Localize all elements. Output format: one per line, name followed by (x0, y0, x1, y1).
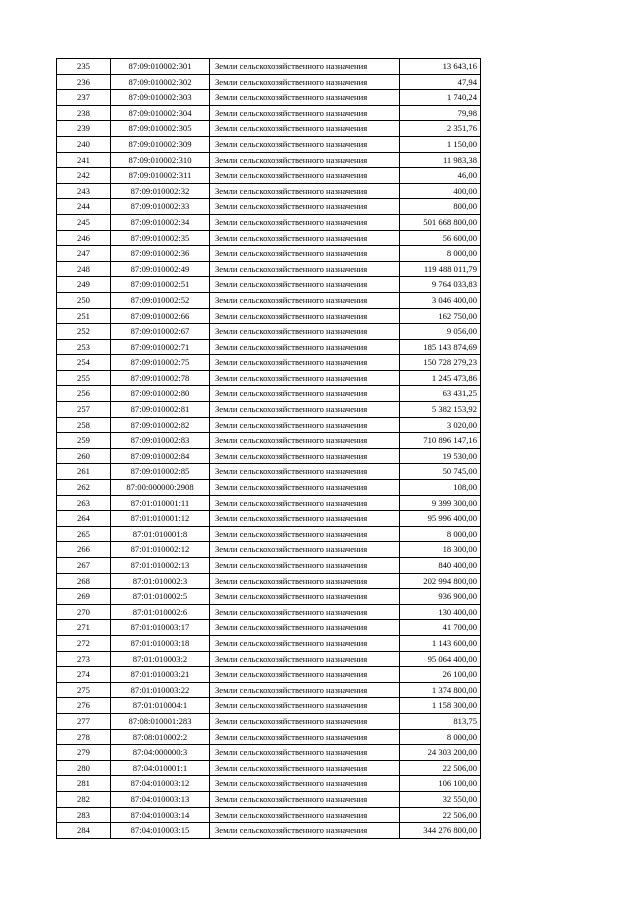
cadastral-number-cell: 87:09:010002:311 (111, 168, 210, 184)
table-row (57, 324, 481, 340)
table-row (57, 402, 481, 418)
row-number-cell: 262 (57, 480, 111, 496)
cadastral-value-cell: 2 351,76 (400, 121, 481, 137)
row-number-cell: 271 (57, 620, 111, 636)
row-number-cell: 248 (57, 261, 111, 277)
cadastral-value-cell: 9 056,00 (400, 324, 481, 340)
land-category-cell: Земли сельскохозяйственного назначения (210, 713, 400, 729)
cadastral-number-cell: 87:09:010002:301 (111, 59, 210, 75)
row-number-cell: 235 (57, 59, 111, 75)
table-row (57, 386, 481, 402)
row-number-cell: 277 (57, 713, 111, 729)
cadastral-number-cell: 87:01:010002:3 (111, 573, 210, 589)
cadastral-number-cell: 87:09:010002:310 (111, 152, 210, 168)
cadastral-value-cell: 3 020,00 (400, 417, 481, 433)
land-category-cell: Земли сельскохозяйственного назначения (210, 495, 400, 511)
table-row (57, 776, 481, 792)
row-number-cell: 237 (57, 90, 111, 106)
cadastral-value-cell: 936 900,00 (400, 589, 481, 605)
cadastral-number-cell: 87:01:010003:17 (111, 620, 210, 636)
land-category-cell: Земли сельскохозяйственного назначения (210, 199, 400, 215)
cadastral-number-cell: 87:01:010004:1 (111, 698, 210, 714)
cadastral-value-cell: 3 046 400,00 (400, 292, 481, 308)
cadastral-number-cell: 87:09:010002:84 (111, 448, 210, 464)
land-category-cell: Земли сельскохозяйственного назначения (210, 480, 400, 496)
land-category-cell: Земли сельскохозяйственного назначения (210, 807, 400, 823)
table-row (57, 74, 481, 90)
cadastral-number-cell: 87:00:000000:2908 (111, 480, 210, 496)
row-number-cell: 270 (57, 604, 111, 620)
table-row (57, 542, 481, 558)
row-number-cell: 249 (57, 277, 111, 293)
cadastral-value-cell: 813,75 (400, 713, 481, 729)
cadastral-value-cell: 162 750,00 (400, 308, 481, 324)
row-number-cell: 269 (57, 589, 111, 605)
cadastral-number-cell: 87:09:010002:71 (111, 339, 210, 355)
cadastral-value-table (56, 58, 481, 839)
cadastral-number-cell: 87:01:010003:21 (111, 667, 210, 683)
row-number-cell: 242 (57, 168, 111, 184)
land-category-cell: Земли сельскохозяйственного назначения (210, 464, 400, 480)
row-number-cell: 265 (57, 526, 111, 542)
cadastral-number-cell: 87:09:010002:34 (111, 214, 210, 230)
land-category-cell: Земли сельскохозяйственного назначения (210, 589, 400, 605)
land-category-cell: Земли сельскохозяйственного назначения (210, 370, 400, 386)
row-number-cell: 238 (57, 105, 111, 121)
table-row (57, 277, 481, 293)
cadastral-number-cell: 87:09:010002:52 (111, 292, 210, 308)
cadastral-number-cell: 87:04:010003:12 (111, 776, 210, 792)
cadastral-number-cell: 87:01:010001:8 (111, 526, 210, 542)
table-row (57, 713, 481, 729)
cadastral-value-cell: 50 745,00 (400, 464, 481, 480)
table-row (57, 558, 481, 574)
row-number-cell: 241 (57, 152, 111, 168)
cadastral-number-cell: 87:09:010002:305 (111, 121, 210, 137)
row-number-cell: 251 (57, 308, 111, 324)
row-number-cell: 279 (57, 745, 111, 761)
cadastral-number-cell: 87:09:010002:51 (111, 277, 210, 293)
row-number-cell: 272 (57, 635, 111, 651)
row-number-cell: 264 (57, 511, 111, 527)
cadastral-value-cell: 22 506,00 (400, 807, 481, 823)
table-row (57, 136, 481, 152)
cadastral-value-cell: 8 000,00 (400, 526, 481, 542)
cadastral-number-cell: 87:01:010001:12 (111, 511, 210, 527)
land-category-cell: Земли сельскохозяйственного назначения (210, 651, 400, 667)
table-row (57, 682, 481, 698)
row-number-cell: 284 (57, 823, 111, 839)
land-category-cell: Земли сельскохозяйственного назначения (210, 542, 400, 558)
land-category-cell: Земли сельскохозяйственного назначения (210, 558, 400, 574)
row-number-cell: 244 (57, 199, 111, 215)
table-row (57, 292, 481, 308)
cadastral-value-cell: 8 000,00 (400, 729, 481, 745)
cadastral-value-cell: 108,00 (400, 480, 481, 496)
cadastral-value-cell: 150 728 279,23 (400, 355, 481, 371)
table-row (57, 480, 481, 496)
cadastral-number-cell: 87:08:010001:283 (111, 713, 210, 729)
row-number-cell: 256 (57, 386, 111, 402)
cadastral-value-cell: 400,00 (400, 183, 481, 199)
table-body (57, 59, 481, 839)
cadastral-number-cell: 87:09:010002:33 (111, 199, 210, 215)
land-category-cell: Земли сельскохозяйственного назначения (210, 121, 400, 137)
cadastral-number-cell: 87:01:010002:5 (111, 589, 210, 605)
cadastral-number-cell: 87:09:010002:81 (111, 402, 210, 418)
row-number-cell: 263 (57, 495, 111, 511)
table-row (57, 121, 481, 137)
table-row (57, 261, 481, 277)
cadastral-value-cell: 13 643,16 (400, 59, 481, 75)
cadastral-value-cell: 106 100,00 (400, 776, 481, 792)
table-row (57, 620, 481, 636)
cadastral-value-cell: 119 488 011,79 (400, 261, 481, 277)
row-number-cell: 283 (57, 807, 111, 823)
cadastral-number-cell: 87:09:010002:83 (111, 433, 210, 449)
row-number-cell: 254 (57, 355, 111, 371)
land-category-cell: Земли сельскохозяйственного назначения (210, 277, 400, 293)
cadastral-number-cell: 87:09:010002:49 (111, 261, 210, 277)
row-number-cell: 239 (57, 121, 111, 137)
row-number-cell: 261 (57, 464, 111, 480)
table-row (57, 214, 481, 230)
cadastral-number-cell: 87:09:010002:304 (111, 105, 210, 121)
row-number-cell: 252 (57, 324, 111, 340)
table-row (57, 417, 481, 433)
land-category-cell: Земли сельскохозяйственного назначения (210, 760, 400, 776)
table-row (57, 90, 481, 106)
cadastral-value-cell: 1 143 600,00 (400, 635, 481, 651)
cadastral-value-cell: 185 143 874,69 (400, 339, 481, 355)
cadastral-value-cell: 79,98 (400, 105, 481, 121)
land-category-cell: Земли сельскохозяйственного назначения (210, 823, 400, 839)
land-category-cell: Земли сельскохозяйственного назначения (210, 59, 400, 75)
cadastral-number-cell: 87:09:010002:35 (111, 230, 210, 246)
cadastral-number-cell: 87:01:010003:2 (111, 651, 210, 667)
table-row (57, 59, 481, 75)
cadastral-number-cell: 87:09:010002:309 (111, 136, 210, 152)
land-category-cell: Земли сельскохозяйственного назначения (210, 214, 400, 230)
row-number-cell: 250 (57, 292, 111, 308)
row-number-cell: 258 (57, 417, 111, 433)
land-category-cell: Земли сельскохозяйственного назначения (210, 573, 400, 589)
cadastral-value-cell: 19 530,00 (400, 448, 481, 464)
cadastral-value-cell: 202 994 800,00 (400, 573, 481, 589)
table-row (57, 183, 481, 199)
cadastral-number-cell: 87:04:010003:14 (111, 807, 210, 823)
land-category-cell: Земли сельскохозяйственного назначения (210, 745, 400, 761)
table-row (57, 511, 481, 527)
cadastral-number-cell: 87:01:010003:18 (111, 635, 210, 651)
table-row (57, 199, 481, 215)
land-category-cell: Земли сельскохозяйственного назначения (210, 667, 400, 683)
table-row (57, 339, 481, 355)
cadastral-number-cell: 87:09:010002:302 (111, 74, 210, 90)
cadastral-number-cell: 87:04:000000:3 (111, 745, 210, 761)
cadastral-number-cell: 87:01:010001:11 (111, 495, 210, 511)
table-row (57, 589, 481, 605)
table-row (57, 495, 481, 511)
table-row (57, 823, 481, 839)
land-category-cell: Земли сельскохозяйственного назначения (210, 308, 400, 324)
land-category-cell: Земли сельскохозяйственного назначения (210, 433, 400, 449)
table-row (57, 448, 481, 464)
cadastral-value-cell: 11 983,38 (400, 152, 481, 168)
cadastral-value-cell: 501 668 800,00 (400, 214, 481, 230)
cadastral-value-cell: 26 100,00 (400, 667, 481, 683)
table-row (57, 635, 481, 651)
cadastral-value-cell: 47,94 (400, 74, 481, 90)
land-category-cell: Земли сельскохозяйственного назначения (210, 448, 400, 464)
cadastral-number-cell: 87:09:010002:67 (111, 324, 210, 340)
land-category-cell: Земли сельскохозяйственного назначения (210, 168, 400, 184)
cadastral-value-cell: 24 303 200,00 (400, 745, 481, 761)
row-number-cell: 257 (57, 402, 111, 418)
land-category-cell: Земли сельскохозяйственного назначения (210, 183, 400, 199)
table-row (57, 308, 481, 324)
cadastral-number-cell: 87:09:010002:32 (111, 183, 210, 199)
land-category-cell: Земли сельскохозяйственного назначения (210, 230, 400, 246)
table-row (57, 168, 481, 184)
land-category-cell: Земли сельскохозяйственного назначения (210, 635, 400, 651)
table-row (57, 698, 481, 714)
land-category-cell: Земли сельскохозяйственного назначения (210, 339, 400, 355)
table-row (57, 573, 481, 589)
table-row (57, 152, 481, 168)
table-row (57, 807, 481, 823)
cadastral-number-cell: 87:09:010002:36 (111, 246, 210, 262)
cadastral-number-cell: 87:04:010001:1 (111, 760, 210, 776)
row-number-cell: 236 (57, 74, 111, 90)
table-row (57, 667, 481, 683)
cadastral-number-cell: 87:08:010002:2 (111, 729, 210, 745)
cadastral-number-cell: 87:09:010002:82 (111, 417, 210, 433)
table-row (57, 604, 481, 620)
cadastral-value-cell: 1 740,24 (400, 90, 481, 106)
cadastral-value-cell: 710 896 147,16 (400, 433, 481, 449)
cadastral-value-cell: 344 276 800,00 (400, 823, 481, 839)
land-category-cell: Земли сельскохозяйственного назначения (210, 324, 400, 340)
cadastral-value-cell: 800,00 (400, 199, 481, 215)
table-row (57, 355, 481, 371)
row-number-cell: 255 (57, 370, 111, 386)
land-category-cell: Земли сельскохозяйственного назначения (210, 105, 400, 121)
cadastral-value-cell: 9 764 033,83 (400, 277, 481, 293)
cadastral-number-cell: 87:09:010002:303 (111, 90, 210, 106)
cadastral-number-cell: 87:04:010003:13 (111, 791, 210, 807)
table-row (57, 246, 481, 262)
cadastral-number-cell: 87:09:010002:75 (111, 355, 210, 371)
row-number-cell: 243 (57, 183, 111, 199)
land-category-cell: Земли сельскохозяйственного назначения (210, 682, 400, 698)
row-number-cell: 247 (57, 246, 111, 262)
land-category-cell: Земли сельскохозяйственного назначения (210, 74, 400, 90)
land-category-cell: Земли сельскохозяйственного назначения (210, 136, 400, 152)
cadastral-value-cell: 22 506,00 (400, 760, 481, 776)
land-category-cell: Земли сельскохозяйственного назначения (210, 526, 400, 542)
row-number-cell: 266 (57, 542, 111, 558)
land-category-cell: Земли сельскохозяйственного назначения (210, 386, 400, 402)
table-row (57, 745, 481, 761)
cadastral-value-cell: 9 399 300,00 (400, 495, 481, 511)
cadastral-value-cell: 63 431,25 (400, 386, 481, 402)
row-number-cell: 253 (57, 339, 111, 355)
land-category-cell: Земли сельскохозяйственного назначения (210, 776, 400, 792)
table-row (57, 370, 481, 386)
row-number-cell: 273 (57, 651, 111, 667)
row-number-cell: 268 (57, 573, 111, 589)
table-row (57, 105, 481, 121)
land-category-cell: Земли сельскохозяйственного назначения (210, 604, 400, 620)
land-category-cell: Земли сельскохозяйственного назначения (210, 791, 400, 807)
row-number-cell: 259 (57, 433, 111, 449)
cadastral-value-cell: 130 400,00 (400, 604, 481, 620)
cadastral-value-cell: 46,00 (400, 168, 481, 184)
table-row (57, 526, 481, 542)
land-category-cell: Земли сельскохозяйственного назначения (210, 292, 400, 308)
cadastral-value-cell: 95 996 400,00 (400, 511, 481, 527)
cadastral-value-cell: 1 150,00 (400, 136, 481, 152)
table-row (57, 760, 481, 776)
cadastral-value-cell: 1 158 300,00 (400, 698, 481, 714)
row-number-cell: 276 (57, 698, 111, 714)
row-number-cell: 240 (57, 136, 111, 152)
cadastral-number-cell: 87:01:010002:6 (111, 604, 210, 620)
row-number-cell: 267 (57, 558, 111, 574)
cadastral-value-cell: 5 382 153,92 (400, 402, 481, 418)
row-number-cell: 278 (57, 729, 111, 745)
cadastral-value-cell: 41 700,00 (400, 620, 481, 636)
land-category-cell: Земли сельскохозяйственного назначения (210, 90, 400, 106)
row-number-cell: 280 (57, 760, 111, 776)
land-category-cell: Земли сельскохозяйственного назначения (210, 261, 400, 277)
cadastral-value-cell: 8 000,00 (400, 246, 481, 262)
cadastral-number-cell: 87:01:010002:13 (111, 558, 210, 574)
table-row (57, 651, 481, 667)
cadastral-number-cell: 87:01:010003:22 (111, 682, 210, 698)
land-category-cell: Земли сельскохозяйственного назначения (210, 729, 400, 745)
row-number-cell: 246 (57, 230, 111, 246)
row-number-cell: 275 (57, 682, 111, 698)
row-number-cell: 260 (57, 448, 111, 464)
land-category-cell: Земли сельскохозяйственного назначения (210, 511, 400, 527)
cadastral-value-cell: 18 300,00 (400, 542, 481, 558)
cadastral-number-cell: 87:09:010002:78 (111, 370, 210, 386)
land-category-cell: Земли сельскохозяйственного назначения (210, 152, 400, 168)
land-category-cell: Земли сельскохозяйственного назначения (210, 698, 400, 714)
table-row (57, 729, 481, 745)
cadastral-number-cell: 87:09:010002:80 (111, 386, 210, 402)
cadastral-value-cell: 840 400,00 (400, 558, 481, 574)
cadastral-value-cell: 1 245 473,86 (400, 370, 481, 386)
cadastral-number-cell: 87:09:010002:85 (111, 464, 210, 480)
land-category-cell: Земли сельскохозяйственного назначения (210, 620, 400, 636)
land-category-cell: Земли сельскохозяйственного назначения (210, 417, 400, 433)
cadastral-value-cell: 56 600,00 (400, 230, 481, 246)
land-category-cell: Земли сельскохозяйственного назначения (210, 246, 400, 262)
land-category-cell: Земли сельскохозяйственного назначения (210, 355, 400, 371)
cadastral-number-cell: 87:09:010002:66 (111, 308, 210, 324)
cadastral-value-cell: 1 374 800,00 (400, 682, 481, 698)
table-row (57, 230, 481, 246)
row-number-cell: 282 (57, 791, 111, 807)
table-row (57, 791, 481, 807)
row-number-cell: 245 (57, 214, 111, 230)
cadastral-value-cell: 32 550,00 (400, 791, 481, 807)
land-category-cell: Земли сельскохозяйственного назначения (210, 402, 400, 418)
cadastral-number-cell: 87:01:010002:12 (111, 542, 210, 558)
cadastral-number-cell: 87:04:010003:15 (111, 823, 210, 839)
row-number-cell: 281 (57, 776, 111, 792)
table-row (57, 464, 481, 480)
row-number-cell: 274 (57, 667, 111, 683)
table-row (57, 433, 481, 449)
cadastral-value-cell: 95 064 400,00 (400, 651, 481, 667)
